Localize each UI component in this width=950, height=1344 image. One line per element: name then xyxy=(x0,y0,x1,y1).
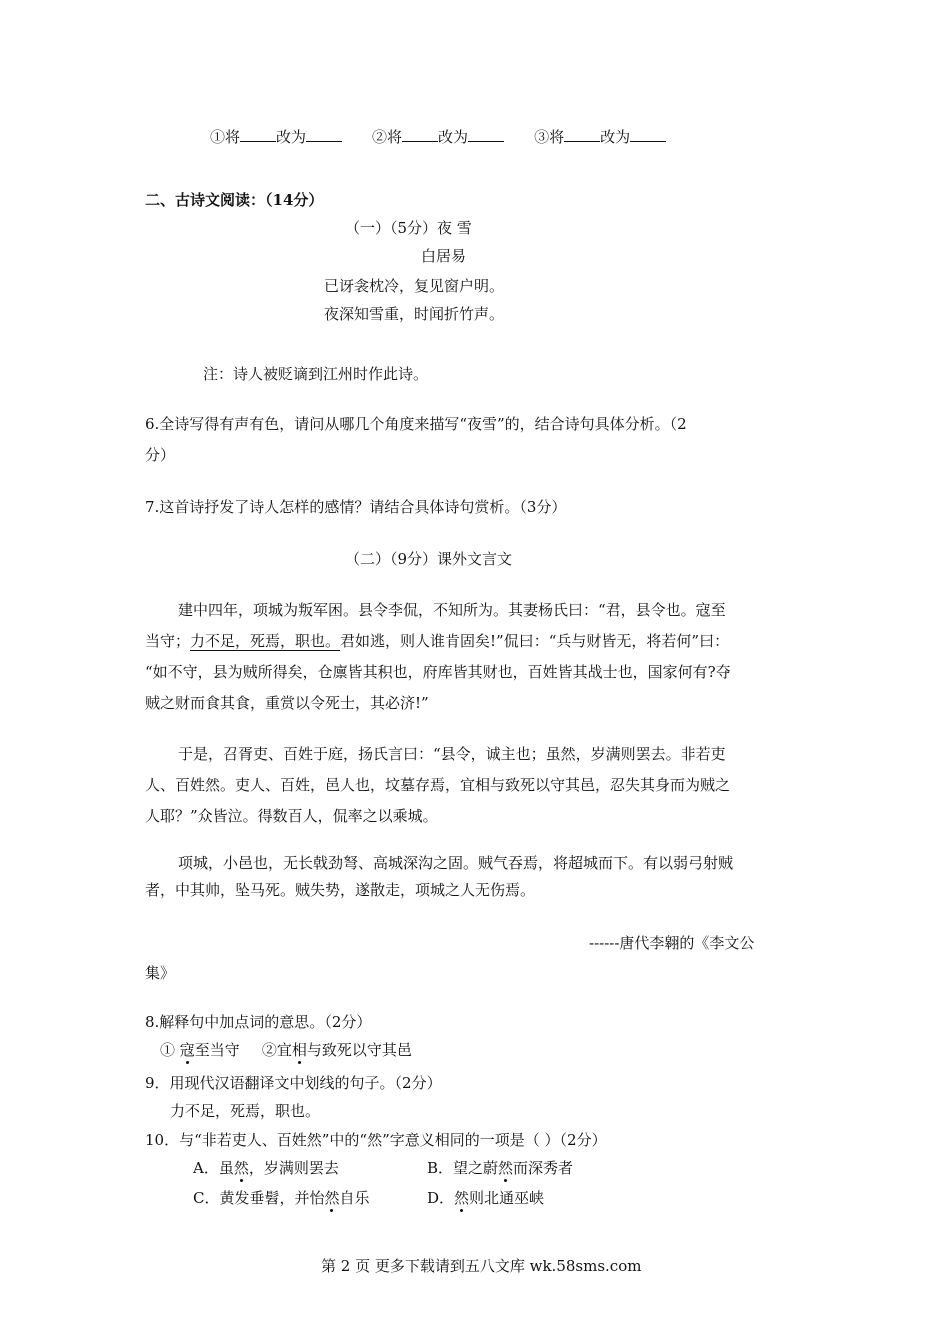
blank-field-2a[interactable] xyxy=(402,127,438,142)
prose-p1-line-3: “如不守，县为贼所得矣，仓廪皆其积也，府库皆其财也，百姓皆其战士也，国家何有?夺 xyxy=(145,663,731,681)
q10-a-prefix: A．虽 xyxy=(193,1159,234,1177)
blank-item-1-prefix: ①将 xyxy=(210,128,241,146)
question-6-line-1: 6.全诗写得有声有色，请问从哪几个角度来描写“夜雪”的，结合诗句具体分析。（2 xyxy=(145,415,687,433)
question-6-line-2: 分） xyxy=(145,446,176,464)
q10-c-dotted: 然 xyxy=(324,1189,340,1207)
fill-blank-line xyxy=(210,127,666,147)
prose-p3-line-2: 者，中其帅，坠马死。贼失势，遂散走，项城之人无伤焉。 xyxy=(145,881,536,899)
q10-option-d xyxy=(427,1188,544,1208)
q8-opt2-prefix: ②宜 xyxy=(261,1041,292,1059)
blank-field-3a[interactable] xyxy=(564,127,600,142)
q10-d-dotted: 然 xyxy=(454,1189,470,1207)
poem-line-1: 已讶衾枕冷，复见窗户明。 xyxy=(324,277,505,295)
q8-opt1-dotted-word: 寇 xyxy=(179,1041,195,1059)
section-heading: 二、古诗文阅读：（14分） xyxy=(145,191,324,209)
q10-option-c xyxy=(193,1188,370,1208)
source-attribution-cont: 集》 xyxy=(145,964,176,982)
prose-p1-line-2 xyxy=(145,631,729,651)
q8-opt2-dotted-word: 相 xyxy=(291,1041,307,1059)
prose-p3-line-1: 项城，小邑也，无长戟劲弩、高城深沟之固。贼气吞焉，将超城而下。有以弱弓射贼 xyxy=(178,854,734,872)
q10-option-b xyxy=(427,1158,573,1178)
blank-field-2b[interactable] xyxy=(468,127,504,142)
prose-p2-line-2: 人、百姓然。吏人、百姓，邑人也，坟墓存焉，宜相与致死以守其邑，忍失其身而为贼之 xyxy=(145,776,731,794)
blank-field-1b[interactable] xyxy=(306,127,342,142)
q10-d-prefix: D． xyxy=(427,1189,455,1207)
q8-opt2-rest: 与致死以守其邑 xyxy=(306,1041,412,1059)
blank-item-1-mid: 改为 xyxy=(276,128,307,146)
blank-item-2-prefix: ②将 xyxy=(372,128,403,146)
q10-b-rest: 而深秀者 xyxy=(513,1159,574,1177)
prose-p2-line-1: 于是，召胥吏、百姓于庭，扬氏言曰：“县令，诚主也；虽然，岁满则罢去。非若吏 xyxy=(178,745,726,763)
blank-item-2-mid: 改为 xyxy=(438,128,469,146)
prose-p1-l2-end: 君如逃，则人谁肯固矣!”侃曰：“兵与财皆无，将若何”曰： xyxy=(340,632,730,650)
question-8-options xyxy=(160,1040,412,1060)
question-9: 9．用现代汉语翻译文中划线的句子。（2分） xyxy=(145,1074,442,1092)
poem-author: 白居易 xyxy=(421,247,467,265)
prose-p1-l2-start: 当守； xyxy=(145,632,191,650)
poem-note: 注：诗人被贬谪到江州时作此诗。 xyxy=(203,365,429,383)
prose-header: （二）（9分）课外文言文 xyxy=(345,550,513,568)
q10-a-rest: ，岁满则罢去 xyxy=(248,1159,339,1177)
question-9-sentence: 力不足，死焉，职也。 xyxy=(170,1102,321,1120)
q10-c-rest: 自乐 xyxy=(339,1189,370,1207)
page-footer: 第 2 页 更多下载请到五八文库 wk.58sms.com xyxy=(321,1257,642,1275)
underlined-sentence: 力不足，死焉，职也。 xyxy=(190,632,341,650)
source-attribution: ------唐代李翱的《李文公 xyxy=(589,934,755,952)
blank-field-3b[interactable] xyxy=(630,127,666,142)
poem-line-2: 夜深知雪重，时闻折竹声。 xyxy=(324,305,505,323)
blank-item-3-prefix: ③将 xyxy=(534,128,565,146)
q10-d-rest: 则北通巫峡 xyxy=(469,1189,545,1207)
q10-a-dotted: 然 xyxy=(233,1159,249,1177)
q10-b-prefix: B．望之蔚 xyxy=(427,1159,499,1177)
question-8: 8.解释句中加点词的意思。（2分） xyxy=(145,1013,372,1031)
blank-item-3-mid: 改为 xyxy=(600,128,631,146)
q10-option-a xyxy=(193,1158,339,1178)
question-7: 7.这首诗抒发了诗人怎样的感情？请结合具体诗句赏析。（3分） xyxy=(145,498,567,516)
q10-c-prefix: C．黄发垂髫，并怡 xyxy=(193,1189,325,1207)
q10-b-dotted: 然 xyxy=(498,1159,514,1177)
prose-p2-line-3: 人耶？”众皆泣。得数百人，侃率之以乘城。 xyxy=(145,807,438,825)
q8-opt1-prefix: ① xyxy=(160,1041,180,1059)
question-10: 10．与“非若吏人、百姓然”中的“然”字意义相同的一项是（ ）（2分） xyxy=(145,1131,607,1149)
prose-p1-line-1: 建中四年，项城为叛军困。县令李侃，不知所为。其妻杨氏曰：“君，县令也。寇至 xyxy=(178,601,726,619)
poem-header: （一）（5分）夜 雪 xyxy=(345,219,472,237)
q8-opt1-rest: 至当守 xyxy=(194,1041,240,1059)
prose-p1-line-4: 贼之财而食其食，重赏以令死士，其必济!” xyxy=(145,694,429,712)
blank-field-1a[interactable] xyxy=(240,127,276,142)
